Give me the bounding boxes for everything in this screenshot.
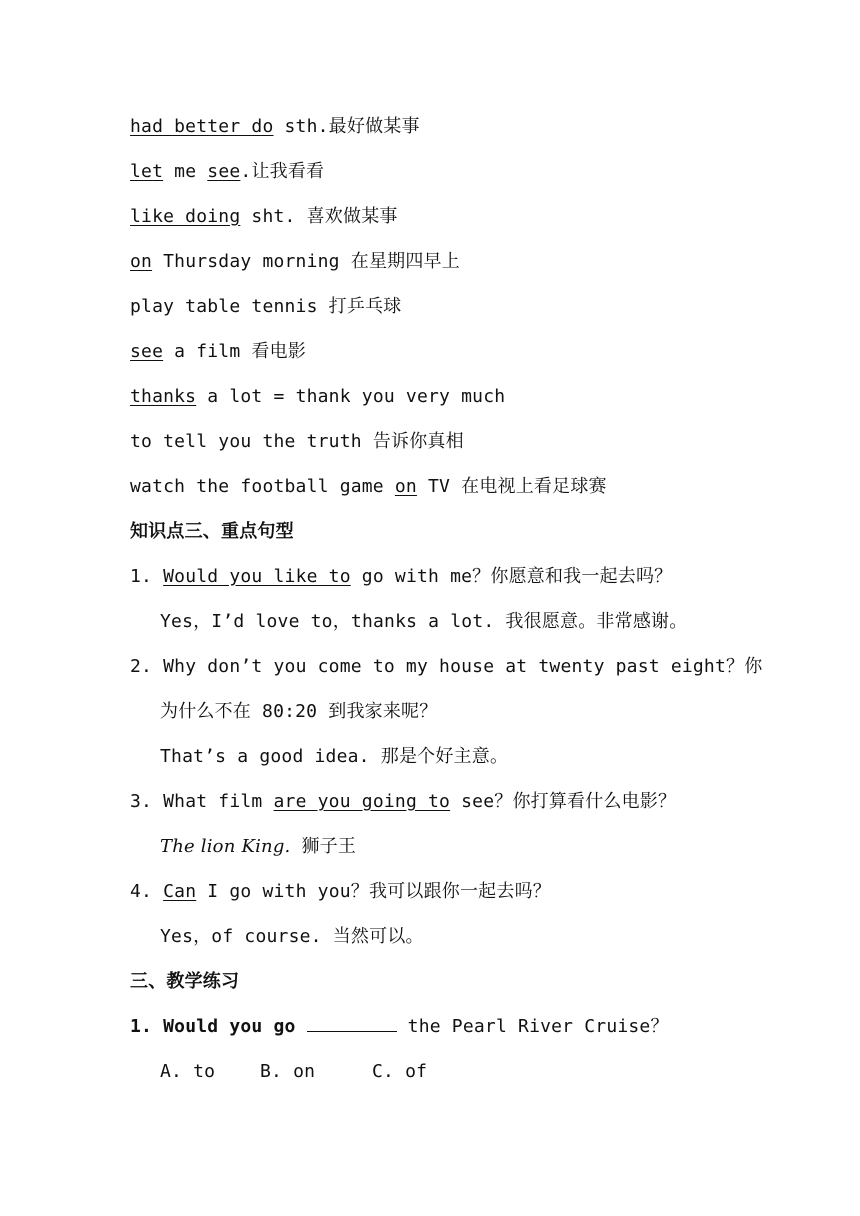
phrase-meaning: 最好做某事: [328, 116, 420, 137]
phrase-line-2: [130, 160, 324, 184]
sentence-rest: see？你打算看什么电影？: [450, 791, 677, 812]
phrase-text: Thursday morning 在星期四早上: [152, 251, 460, 272]
phrase-text: watch the football game: [130, 476, 395, 497]
phrase-line-4: [130, 250, 460, 274]
sentence-number: 1.: [130, 566, 153, 587]
option-c[interactable]: C. of: [372, 1061, 428, 1082]
sentence-underlined: are you going to: [273, 791, 451, 812]
phrase-line-3: [130, 205, 398, 229]
phrase-text: sht. 喜欢做某事: [240, 206, 398, 227]
phrase-underlined: on: [130, 251, 153, 272]
sentence-4-answer: Yes，of course. 当然可以。: [160, 926, 424, 947]
sentence-rest: go with me？你愿意和我一起去吗？: [350, 566, 673, 587]
phrase-underlined: see: [130, 341, 164, 362]
option-b[interactable]: B. on: [260, 1061, 316, 1082]
section-heading-key-sentences: 知识点三、重点句型: [130, 521, 294, 542]
exercise-options: [160, 1060, 427, 1084]
phrase-line-8: to tell you the truth 告诉你真相: [130, 431, 464, 452]
answer-meaning: 狮子王: [290, 836, 357, 857]
phrase-text: a film 看电影: [163, 341, 307, 362]
phrase-meaning: .让我看看: [240, 161, 325, 182]
sentence-underlined: Would you like to: [163, 566, 351, 587]
phrase-underlined: thanks: [130, 386, 197, 407]
phrase-line-9: [130, 475, 607, 499]
phrase-line-5: play table tennis 打乒乓球: [130, 296, 402, 317]
phrase-text: sth.: [273, 116, 329, 137]
phrase-underlined: had better do: [130, 116, 274, 137]
sentence-3: [130, 790, 676, 814]
phrase-text: a lot = thank you very much: [196, 386, 506, 407]
sentence-number: 2.: [130, 656, 153, 677]
exercise-question-1: [130, 1015, 669, 1039]
sentence-underlined: Can: [163, 881, 197, 902]
phrase-line-7: [130, 385, 505, 409]
answer-blank[interactable]: [307, 1015, 397, 1032]
exercise-stem: Would you go: [163, 1016, 296, 1037]
sentence-3-answer: [160, 835, 356, 859]
option-a[interactable]: A. to: [160, 1061, 216, 1082]
sentence-2-continued: 为什么不在 80:20 到我家来呢？: [160, 701, 438, 722]
phrase-underlined: let: [130, 161, 164, 182]
exercise-number: 1.: [130, 1016, 153, 1037]
sentence-1: [130, 565, 672, 589]
sentence-text: What film: [163, 791, 274, 812]
sentence-2: [130, 655, 762, 679]
sentence-1-answer: Yes，I’d love to，thanks a lot. 我很愿意。非常感谢。: [160, 611, 688, 632]
exercise-rest: the Pearl River Cruise？: [396, 1016, 669, 1037]
sentence-rest: I go with you？我可以跟你一起去吗？: [196, 881, 551, 902]
phrase-underlined: like doing: [130, 206, 241, 227]
section-heading-exercises: 三、教学练习: [130, 971, 240, 992]
phrase-underlined: see: [207, 161, 241, 182]
phrase-underlined: on: [394, 476, 417, 497]
sentence-number: 4.: [130, 881, 153, 902]
phrase-text: me: [163, 161, 208, 182]
sentence-number: 3.: [130, 791, 153, 812]
film-title: The lion King.: [160, 836, 291, 857]
phrase-line-6: [130, 340, 306, 364]
sentence-4: [130, 880, 551, 904]
sentence-text: Why don’t you come to my house at twenty past eight？你: [163, 656, 763, 677]
sentence-2-answer: That’s a good idea. 那是个好主意。: [160, 746, 509, 767]
phrase-line-1: [130, 115, 420, 139]
phrase-meaning: TV 在电视上看足球赛: [416, 476, 607, 497]
